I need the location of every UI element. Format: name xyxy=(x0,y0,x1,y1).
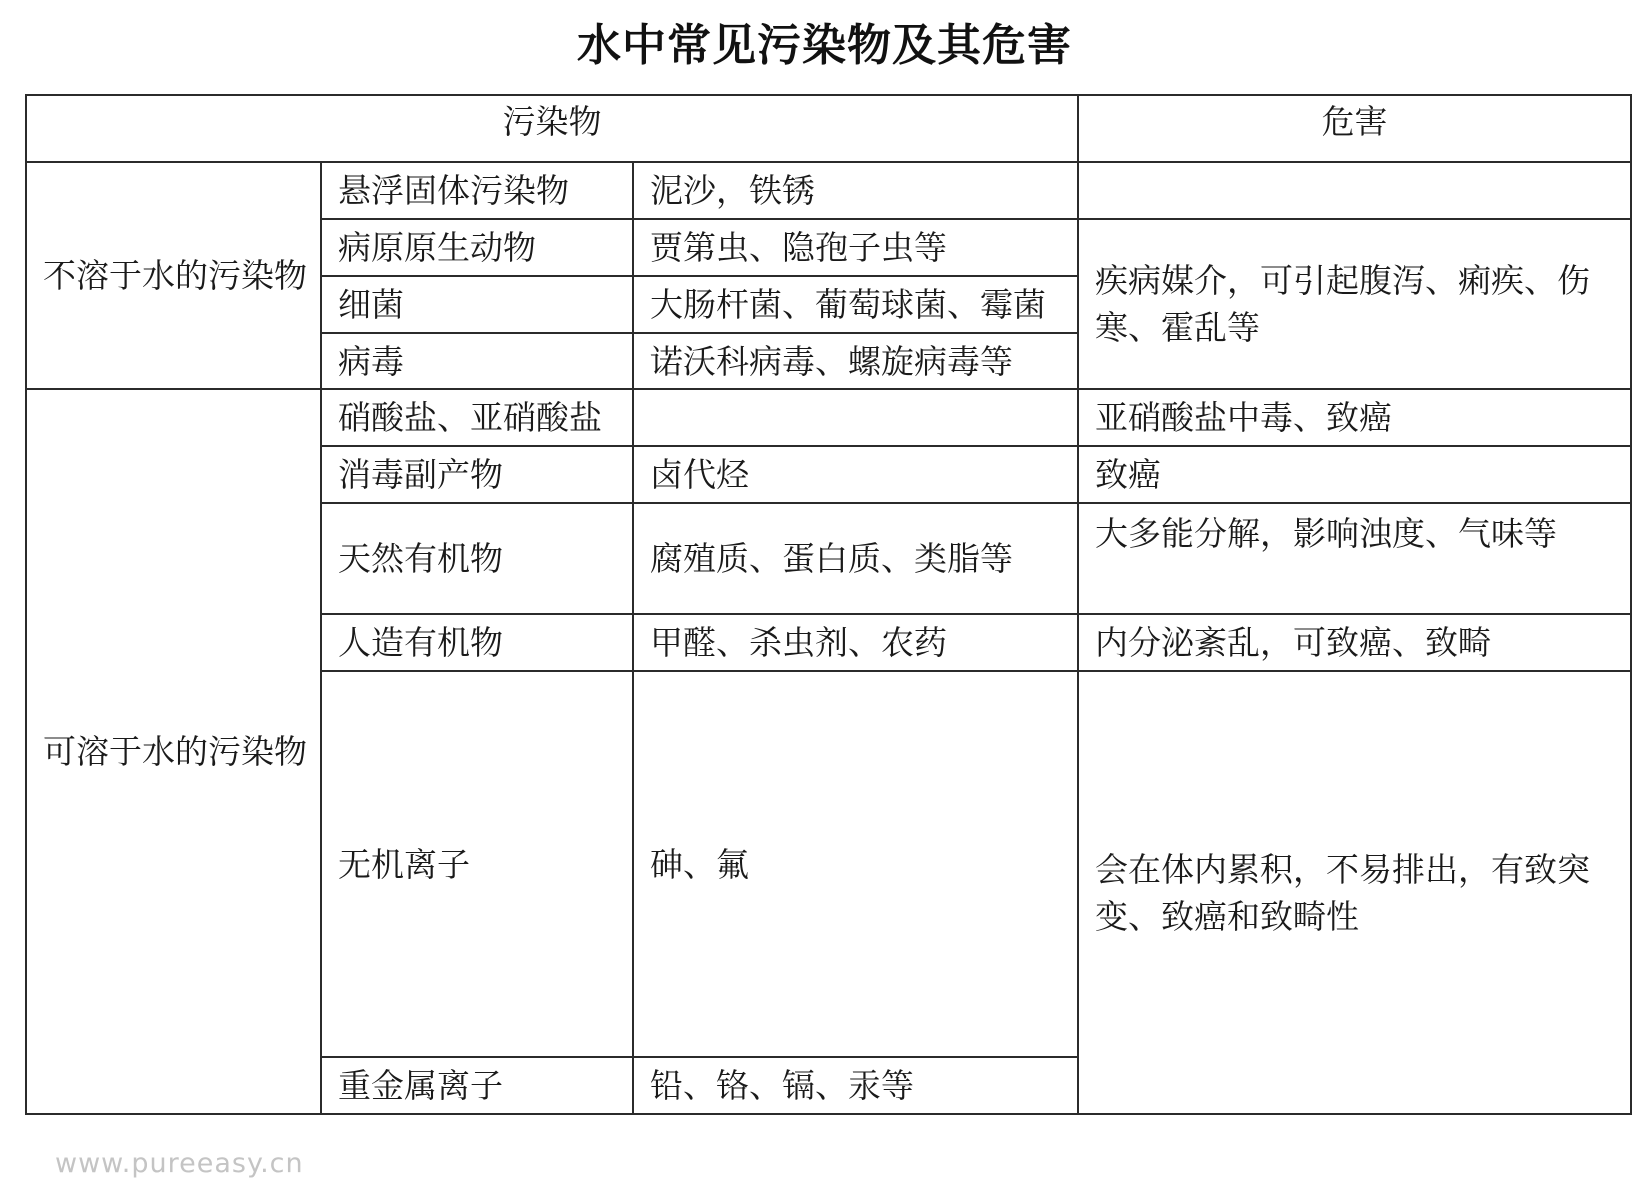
pollutant-name: 硝酸盐、亚硝酸盐 xyxy=(321,389,633,446)
pollutant-name: 重金属离子 xyxy=(321,1057,633,1114)
pollutant-examples xyxy=(633,389,1078,446)
pollutant-examples: 诺沃科病毒、螺旋病毒等 xyxy=(633,333,1078,390)
pollutant-examples: 贾第虫、隐孢子虫等 xyxy=(633,219,1078,276)
pollutant-examples: 铅、铬、镉、汞等 xyxy=(633,1057,1078,1114)
pollutant-name: 无机离子 xyxy=(321,671,633,1057)
table-row xyxy=(26,162,1631,219)
pollutant-name: 消毒副产物 xyxy=(321,446,633,503)
pollutant-name: 悬浮固体污染物 xyxy=(321,162,633,219)
pollutant-name: 病原原生动物 xyxy=(321,219,633,276)
pollutants-table xyxy=(25,94,1632,1115)
pollutant-harm: 亚硝酸盐中毒、致癌 xyxy=(1078,389,1631,446)
pollutant-examples: 泥沙，铁锈 xyxy=(633,162,1078,219)
pollutant-harm: 大多能分解，影响浊度、气味等 xyxy=(1078,503,1631,614)
pollutant-name: 天然有机物 xyxy=(321,503,633,614)
pollutant-harm xyxy=(1078,162,1631,219)
pollutant-harm-shared: 疾病媒介，可引起腹泻、痢疾、伤寒、霍乱等 xyxy=(1078,219,1631,389)
pollutant-harm: 致癌 xyxy=(1078,446,1631,503)
watermark: www.pureeasy.cn xyxy=(55,1148,304,1179)
pollutant-name: 细菌 xyxy=(321,276,633,333)
pollutant-examples: 腐殖质、蛋白质、类脂等 xyxy=(633,503,1078,614)
header-pollutant: 污染物 xyxy=(26,95,1078,162)
header-harm: 危害 xyxy=(1078,95,1631,162)
pollutant-examples: 大肠杆菌、葡萄球菌、霉菌 xyxy=(633,276,1078,333)
pollutant-examples: 砷、氟 xyxy=(633,671,1078,1057)
page-title: 水中常见污染物及其危害 xyxy=(577,20,1072,71)
pollutant-examples: 甲醛、杀虫剂、农药 xyxy=(633,614,1078,671)
pollutant-name: 人造有机物 xyxy=(321,614,633,671)
pollutant-examples: 卤代烃 xyxy=(633,446,1078,503)
pollutant-name: 病毒 xyxy=(321,333,633,390)
pollutant-harm: 内分泌紊乱，可致癌、致畸 xyxy=(1078,614,1631,671)
category-insoluble: 不溶于水的污染物 xyxy=(26,162,321,389)
category-soluble: 可溶于水的污染物 xyxy=(26,389,321,1114)
table-row xyxy=(26,389,1631,446)
pollutant-harm-shared: 会在体内累积，不易排出，有致突变、致癌和致畸性 xyxy=(1078,671,1631,1114)
table-header-row xyxy=(26,95,1631,162)
